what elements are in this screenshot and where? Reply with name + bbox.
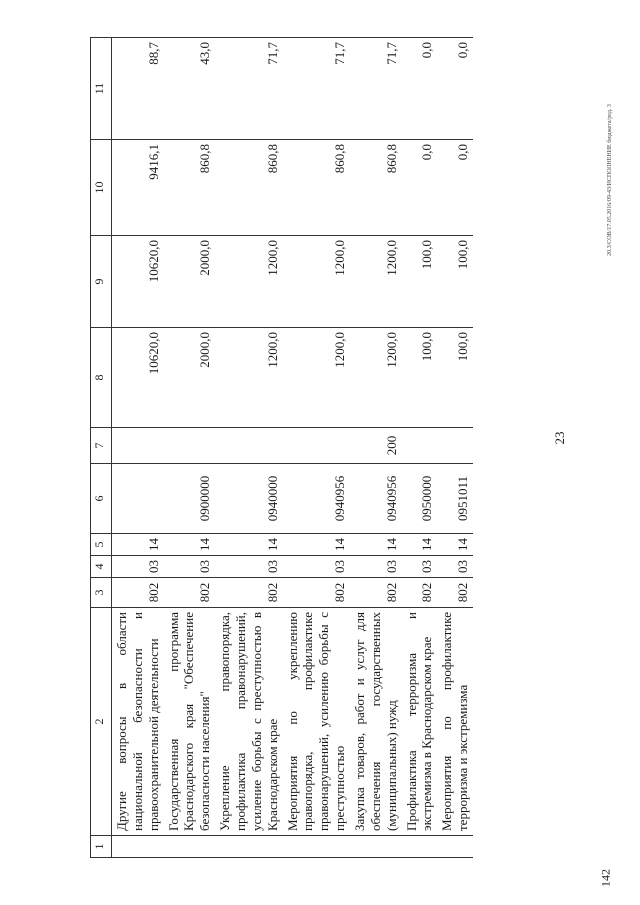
table-row [112,38,164,858]
row-rz-cell: 03 [164,556,216,578]
row-rz-cell: 03 [402,556,438,578]
row-ved-cell: 802 [112,578,164,608]
row-pr-cell: 14 [402,534,438,556]
row-pr-cell: 14 [350,534,402,556]
row-name-cell: Государственная программа Краснодарского края "Обеспечение безопасности населения" [164,608,216,836]
row-name-cell: Закупка товаров, работ и услуг для обеспечения государственных (муниципальных) нужд [350,608,402,836]
row-ved-cell: 802 [350,578,402,608]
row-csr-cell: 0950000 [402,464,438,534]
table-row [402,38,438,858]
row-name-cell: Мероприятия по профилактике терроризма и экстремизма [437,608,473,836]
row-rz-cell: 03 [215,556,282,578]
table-row [350,38,402,858]
row-plan-cell: 1200,0 [215,328,282,428]
table-row [164,38,216,858]
row-vr-cell [112,428,164,464]
row-plan-cell: 2000,0 [164,328,216,428]
row-executed-cell: 860,8 [283,140,350,236]
row-rz-cell: 03 [112,556,164,578]
row-approved-cell: 1200,0 [350,236,402,328]
header-col-6: 6 [91,464,112,534]
row-ved-cell: 802 [215,578,282,608]
row-csr-cell: 0940000 [215,464,282,534]
row-plan-cell: 10620,0 [112,328,164,428]
row-plan-cell: 1200,0 [350,328,402,428]
header-col-11: 11 [91,38,112,140]
row-executed-cell: 9416,1 [112,140,164,236]
row-percent-cell: 71,7 [283,38,350,140]
row-percent-cell: 0,0 [402,38,438,140]
row-executed-cell: 0,0 [437,140,473,236]
budget-table [90,37,473,858]
header-col-9: 9 [91,236,112,328]
row-csr-cell [112,464,164,534]
row-executed-cell: 0,0 [402,140,438,236]
table-row [283,38,350,858]
row-plan-cell: 1200,0 [283,328,350,428]
header-col-3: 3 [91,578,112,608]
row-number-cell [350,836,402,858]
header-col-2: 2 [91,608,112,836]
row-ved-cell: 802 [283,578,350,608]
row-name-cell: Мероприятия по укреплению правопорядка, профилактике правонарушений, усилению борьбы с преступностью [283,608,350,836]
header-col-5: 5 [91,534,112,556]
header-col-8: 8 [91,328,112,428]
row-pr-cell: 14 [437,534,473,556]
row-number-cell [215,836,282,858]
row-pr-cell: 14 [112,534,164,556]
row-rz-cell: 03 [437,556,473,578]
row-pr-cell: 14 [215,534,282,556]
row-plan-cell: 100,0 [437,328,473,428]
row-rz-cell: 03 [350,556,402,578]
row-vr-cell [215,428,282,464]
page-number-top: 23 [552,431,567,445]
row-csr-cell: 0940956 [283,464,350,534]
row-executed-cell: 860,8 [164,140,216,236]
row-approved-cell: 100,0 [402,236,438,328]
row-executed-cell: 860,8 [350,140,402,236]
row-pr-cell: 14 [283,534,350,556]
row-percent-cell: 0,0 [437,38,473,140]
budget-table-container [90,38,560,858]
row-number-cell [112,836,164,858]
row-name-cell: Профилактика терроризма и экстремизма в Краснодарском крае [402,608,438,836]
row-plan-cell: 100,0 [402,328,438,428]
header-col-1: 1 [91,836,112,858]
header-row [91,38,112,858]
row-executed-cell: 860,8 [215,140,282,236]
row-csr-cell: 0951011 [437,464,473,534]
row-percent-cell: 71,7 [215,38,282,140]
page-number-bottom: 142 [598,869,613,887]
row-name-cell: Другие вопросы в области национальной безопасности и правоохранительной деятельности [112,608,164,836]
table-row [437,38,473,858]
row-number-cell [164,836,216,858]
row-vr-cell [283,428,350,464]
row-percent-cell: 71,7 [350,38,402,140]
row-pr-cell: 14 [164,534,216,556]
row-ved-cell: 802 [164,578,216,608]
row-vr-cell [437,428,473,464]
table-row [215,38,282,858]
header-col-4: 4 [91,556,112,578]
row-csr-cell: 0900000 [164,464,216,534]
row-percent-cell: 88,7 [112,38,164,140]
row-approved-cell: 1200,0 [215,236,282,328]
row-number-cell [283,836,350,858]
row-approved-cell: 1200,0 [283,236,350,328]
row-rz-cell: 03 [283,556,350,578]
row-approved-cell: 100,0 [437,236,473,328]
row-vr-cell: 200 [350,428,402,464]
row-approved-cell: 2000,0 [164,236,216,328]
row-number-cell [402,836,438,858]
row-csr-cell: 0940956 [350,464,402,534]
footer-document-code: 20.3/СОВ/17.05.2016/09-43/ИСПОЛНЕНИЕ бюджета/ред. 3 [607,104,613,256]
row-ved-cell: 802 [437,578,473,608]
row-percent-cell: 43,0 [164,38,216,140]
row-ved-cell: 802 [402,578,438,608]
row-name-cell: Укрепление правопорядка, профилактика правонарушений, усиление борьбы с преступностью в Краснодарском крае [215,608,282,836]
row-vr-cell [164,428,216,464]
row-approved-cell: 10620,0 [112,236,164,328]
row-number-cell [437,836,473,858]
header-col-10: 10 [91,140,112,236]
row-vr-cell [402,428,438,464]
header-col-7: 7 [91,428,112,464]
